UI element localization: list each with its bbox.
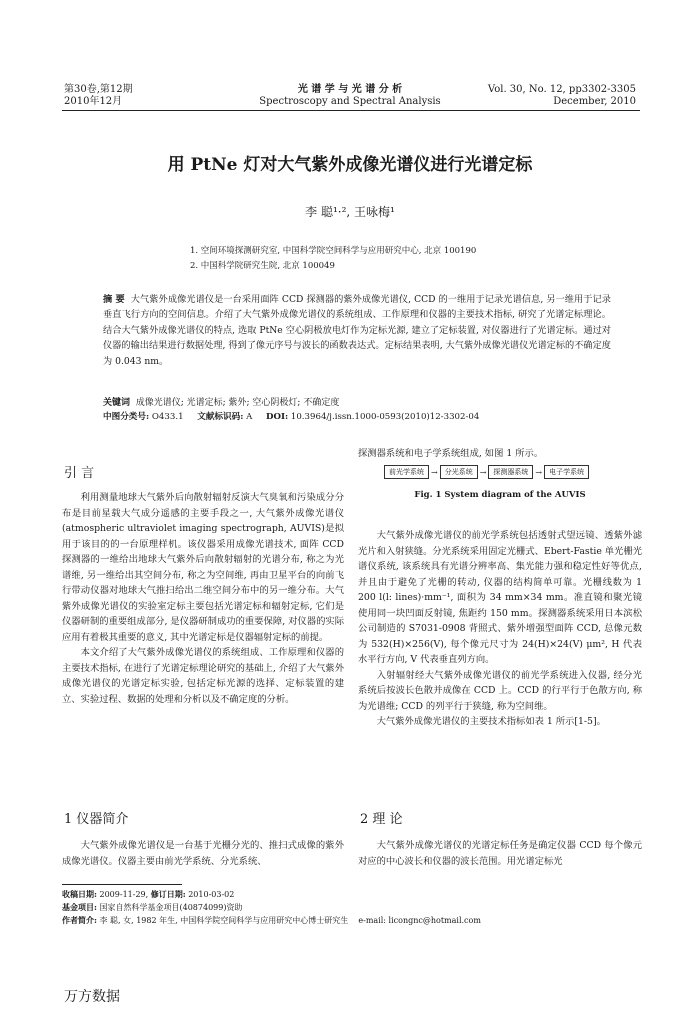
received-date: 2009-11-29, [99,890,149,899]
diagram-box-electronics: 电子学系统 [544,465,589,479]
fund-label: 基金项目: [62,902,97,912]
author-email: e-mail: licongnc@hotmail.com [358,916,481,925]
journal-volume: 第30卷,第12期 [64,84,133,95]
revised-label: 修订日期: [150,889,186,899]
diagram-box-spectrometer: 分光系统 [440,465,478,479]
keywords-block [103,396,611,424]
diagram-arrow-icon: → [431,467,438,477]
fund-text: 国家自然科学基金项目(40874099)资助 [99,903,243,912]
abstract [103,292,611,369]
journal-vol-en: Vol. 30, No. 12, pp3302-3305 [487,84,636,95]
footnote-rule [62,884,182,885]
paper-authors: 李 聪¹·², 王咏梅¹ [305,205,395,219]
author-bio: 李 聪, 女, 1982 年生, 中国科学院空间科学与应用研究中心博士研究生 [99,916,349,925]
journal-citation [488,84,636,108]
doi-label: DOI: [266,412,289,422]
section-intro-heading: 引 言 [64,466,95,481]
right-column-top [358,446,642,462]
doc-code-value: A [246,412,253,422]
system-diagram [384,465,589,479]
figure-caption: Fig. 1 System diagram of the AUVIS [414,490,586,500]
clc-value: O433.1 [151,412,184,422]
section-2-paragraph: 大气紫外成像光谱仪的光谱定标任务是确定仪器 CCD 每个像元对应的中心波长和仪器的波长范围。用光谱定标光 [358,840,642,867]
affiliation-1: 1. 空间环境探测研究室, 中国科学院空间科学与应用研究中心, 北京 100190 [190,246,477,256]
abstract-text: 大气紫外成像光谱仪是一台采用面阵 CCD 探测器的紫外成像光谱仪, CCD 的一维用于记录光谱信息, 另一维用于记录垂直飞行方向的空间信息。介绍了大气紫外成像光谱仪的系统组成、工作原理和仪器的主要技术指标, 研究了光谱定标理论。结合大气紫外成像光谱仪的特点, 选取 PtNe 空心阴极放电灯作为定标光源, 建立了定标装置, 对仪器进行了光谱定标。通过对仪器的输出结果进行数据处理, 得到了像元序号与波长的函数表达式。定标结果表明, 大气紫外成像光谱仪光谱定标的不确定度为 0.043 nm。 [103,294,611,367]
received-label: 收稿日期: [62,889,97,899]
diagram-box-front-optics: 前光学系统 [384,465,429,479]
affiliations [190,244,476,274]
right-column-body [358,528,642,730]
diagram-arrow-icon: → [479,467,487,477]
keywords-label: 关键词 [103,398,131,408]
section-2-heading: 2 理 论 [360,812,403,827]
right-top-text: 探测器系统和电子学系统组成, 如图 1 所示。 [358,448,544,459]
doc-code-label: 文献标识码: [197,412,244,422]
revised-date: 2010-03-02 [188,890,235,899]
intro-paragraph-1: 利用测量地球大气紫外后向散射辐射反演大气臭氧和污染成分分布是目前星载大气成分遥感的主要手段之一, 大气紫外成像光谱仪(atmospheric ultraviolet imaging spectrograph, AUVIS)是拟用于该目的的一台原理样机。该仪器采用成像光谱技术, 面阵 CCD 探测器的一维给出地球大气紫外后向散射辐射的光谱分布, 称之为光谱维, 另一维给出其空间分布, 称之为空间维, 再由卫星平台的向前飞行带动仪器对地球大气推扫给出二维空间分布中的另一维分布。大气紫外成像光谱仪的实验室定标主要包括光谱定标和辐射定标, 它们是仪器研制的重要组成部分, 是仪器研制成功的重要保障, 对仪器的实际应用有着极其重要的意义, 其中光谱定标是仪器辐射定标的前提。 [62,492,344,643]
journal-name-cn: 光 谱 学 与 光 谱 分 析 [297,84,403,95]
affiliation-2: 2. 中国科学院研究生院, 北京 100049 [190,261,335,271]
right-paragraph-3: 大气紫外成像光谱仪的主要技术指标如表 1 所示[1-5]。 [376,716,606,727]
watermark: 万方数据 [64,989,120,1005]
section-2-body [358,838,642,869]
diagram-box-detector: 探测器系统 [488,465,533,479]
header-rule [62,110,640,111]
journal-issue [64,84,133,108]
paper-title: 用 PtNe 灯对大气紫外成像光谱仪进行光谱定标 [167,155,533,175]
abstract-label: 摘 要 [103,294,125,305]
journal-date: 2010年12月 [64,96,123,107]
right-paragraph-1: 大气紫外成像光谱仪的前光学系统包括透射式望远镜、透紫外滤光片和入射狭缝。分光系统采用固定光栅式、Ebert-Fastie 单光栅光谱仪系统, 该系统具有光谱分辨率高、集光能力强和稳定性好等优点, 并且由于避免了光栅的转动, 仪器的结构简单可靠。光栅线数为 1 200 l(l: lines)·mm⁻¹, 面积为 34 mm×34 mm。准直镜和聚光镜使用同一块凹面反射镜, 焦距约 150 mm。探测器系统采用日本滨松公司制造的 S7031-0908 背照式、紫外增强型面阵 CCD, 总像元数为 532(H)×256(V), 每个像元尺寸为 24(H)×24(V) μm², H 代表水平行方向, V 代表垂直列方向。 [358,530,642,665]
intro-paragraph-2: 本文介绍了大气紫外成像光谱仪的系统组成、工作原理和仪器的主要技术指标, 在进行了光谱定标理论研究的基础上, 介绍了大气紫外成像光谱仪的光谱定标实验, 包括定标光源的选择、定标装置的建立、实验过程、数据的处理和分析以及不确定度的分析。 [62,647,344,705]
footnote [62,888,642,927]
section-1-body [62,838,344,869]
journal-name-en: Spectroscopy and Spectral Analysis [259,96,441,107]
intro-body [62,490,344,707]
author-label: 作者简介: [62,915,97,925]
diagram-arrow-icon: → [535,467,543,477]
right-paragraph-2: 入射辐射经大气紫外成像光谱仪的前光学系统进入仪器, 经分光系统后按波长色散并成像在 CCD 上。CCD 的行平行于色散方向, 称为光谱维; CCD 的列平行于狭缝, 称为空间维。 [358,669,642,712]
journal-name [225,84,475,108]
journal-date-en: December, 2010 [553,96,636,107]
clc-label: 中图分类号: [103,412,150,422]
doi-value: 10.3964/j.issn.1000-0593(2010)12-3302-04 [290,412,480,422]
section-1-heading: 1 仪器简介 [64,812,129,827]
section-1-paragraph: 大气紫外成像光谱仪是一台基于光栅分光的、推扫式成像的紫外成像光谱仪。仪器主要由前光学系统、分光系统、 [62,840,344,867]
keywords-text: 成像光谱仪; 光谱定标; 紫外; 空心阴极灯; 不确定度 [135,398,340,408]
